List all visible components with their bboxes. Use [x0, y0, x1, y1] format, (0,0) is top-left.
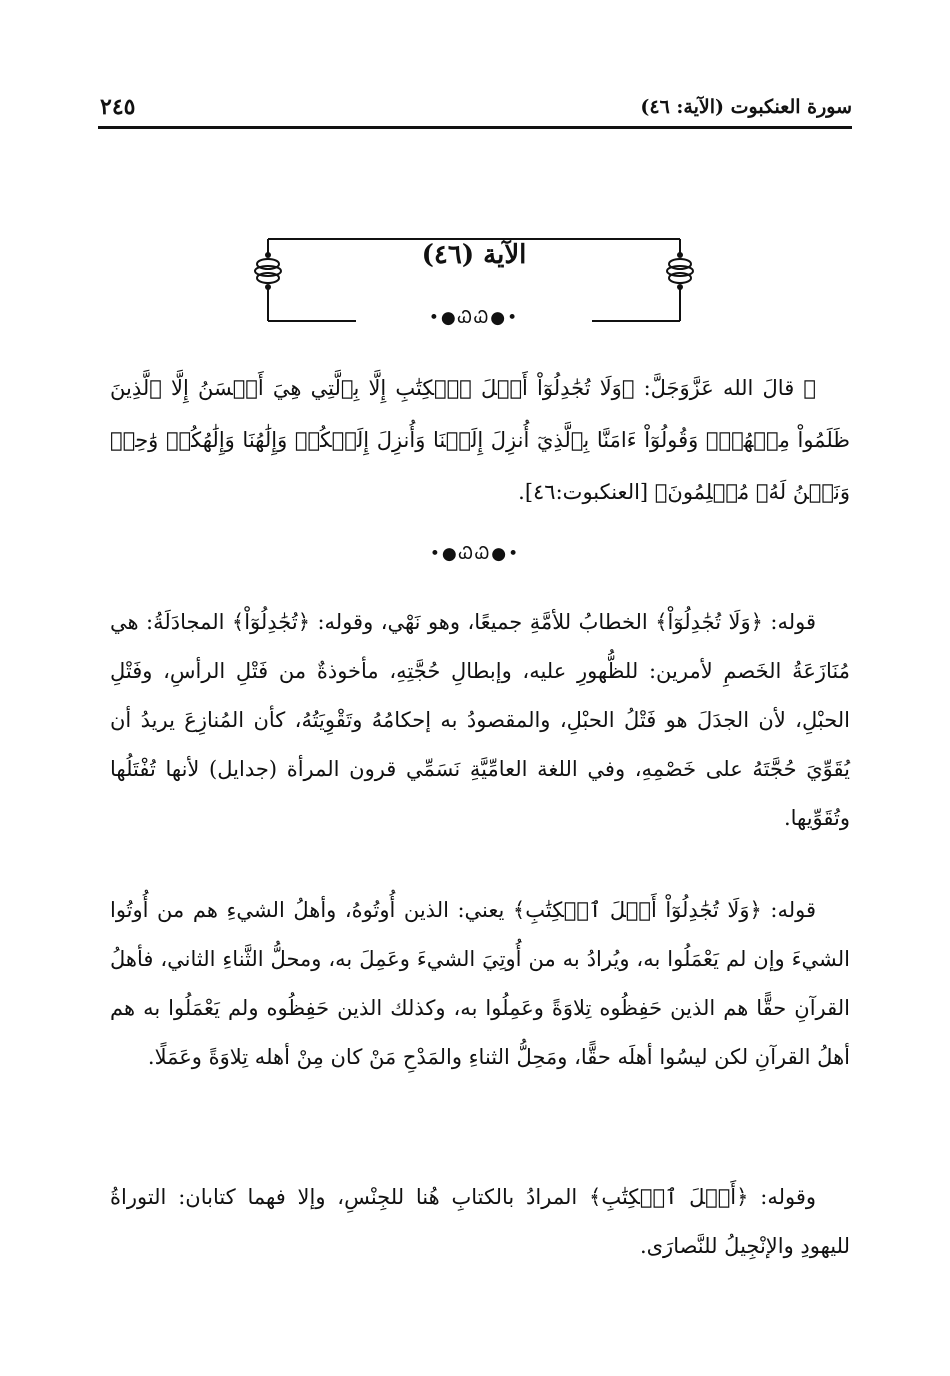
commentary-paragraph [110, 1173, 850, 1271]
commentary-paragraph [110, 886, 850, 1082]
header-rule [98, 126, 852, 129]
quran-quote [110, 362, 850, 518]
paragraph-text: وقوله: ﴿أَهۡلَ ٱلۡكِتَٰبِ﴾ المرادُ بالكتابِ هُنا للجِنْسِ، وإلا فهما كتابان: التوراةُ لليهودِ والإنْجِيلُ للنَّصارَى. [110, 1185, 850, 1258]
ayah-heading-frame [248, 222, 700, 334]
ayah-title: الآية (٤٦) [421, 240, 527, 270]
paragraph-text: قوله: ﴿وَلَا تُجَٰدِلُوٓاْ أَهۡلَ ٱلۡكِتَٰبِ﴾ يعني: الذين أُوتُوهُ، وأهلُ الشيءِ هم من أُوتُوا الشيءَ وإن لم يَعْمَلُوا به، ويُرادُ به من أُوتِيَ الشيءَ وعَمِلَ به، ومحلُّ الثَّناءِ الثاني، فأهلُ القرآنِ حقًّا هم الذين حَفِظُوه تِلاوَةً وعَمِلُوا به، وكذلك الذين حَفِظُوه ولم يَعْمَلُوا به هم أهلُ القرآنِ لكن ليسُوا أهلَه حقًّا، ومَحِلُّ الثناءِ والمَدْحِ مَنْ كان مِنْ أهله تِلاوَةً وعَمَلًا. [110, 898, 850, 1069]
page-number: ٢٤٥ [100, 94, 136, 120]
section-separator: •●ᏇᏇ●• [429, 544, 521, 564]
quran-quote-text: ۞ قالَ الله عَزَّوَجَلَّ: ﴿وَلَا تُجَٰدِلُوٓاْ أَهۡلَ ٱلۡكِتَٰبِ إِلَّا بِٱلَّتِي هِيَ أَحۡسَنُ إِلَّا ٱلَّذِينَ ظَلَمُواْ مِنۡهُمۡۖ وَقُولُوٓاْ ءَامَنَّا بِٱلَّذِيٓ أُنزِلَ إِلَيۡنَا وَأُنزِلَ إِلَيۡكُمۡ وَإِلَٰهُنَا وَإِلَٰهُكُمۡ وَٰحِدٞ وَنَحۡنُ لَهُۥ مُسۡلِمُونَ﴾ [العنكبوت:٤٦]. [110, 376, 850, 504]
paragraph-text: قوله: ﴿وَلَا تُجَٰدِلُوٓاْ﴾ الخطابُ للأمَّةِ جميعًا، وهو نَهْي، وقوله: ﴿تُجَٰدِلُوٓاْ﴾ المجادَلَةُ: هي مُنَازَعَةُ الخَصمِ لأمرين: للظُّهورِ عليه، وإبطالِ حُجَّتِهِ، مأخوذةٌ من فَتْلِ الرأسِ، وفَتْلِ الحبْلِ، لأن الجدَلَ هو فَتْلُ الحبْلِ، والمقصودُ به إحكامُهُ وتَقْوِيَتُهُ، كأن المُنازِعَ يريدُ أن يُقَوِّيَ حُجَّتَهُ على خَصْمِهِ، وفي اللغة العامِّيَّةِ نَسَمِّي قرون المرأة (جدايل) لأنها تُفْتَلُها وتُقَوِّيها. [110, 610, 850, 830]
header-title: سورة العنكبوت (الآية: ٤٦) [640, 96, 852, 118]
heading-ornament: •●ᏇᏇ●• [428, 308, 520, 328]
commentary-paragraph [110, 598, 850, 843]
running-header [98, 92, 852, 132]
